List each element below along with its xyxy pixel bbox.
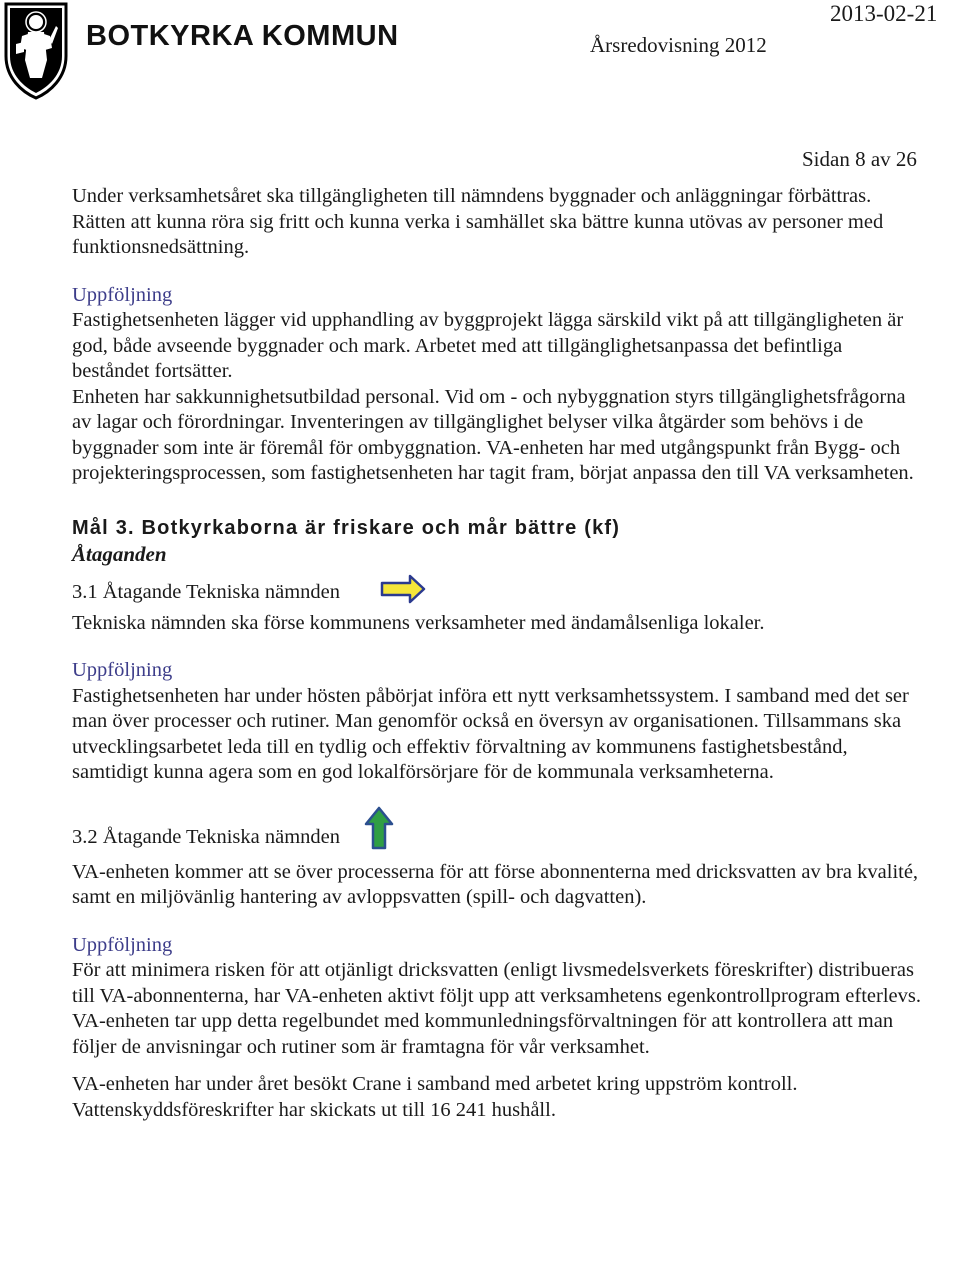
municipal-crest-icon — [0, 0, 72, 100]
page-number: Sidan 8 av 26 — [802, 147, 917, 171]
commitment-row — [72, 820, 922, 856]
followup-paragraph: Fastighetsenheten lägger vid upphandling av byggprojekt lägga särskild vikt på att tillgängligheten är god, både avseende byggnader och mark. Arbetet med att tillgänglighetsanpassa det befintliga beståndet fortsätter. — [72, 309, 904, 382]
followup-paragraph: För att minimera risken för att otjänligt dricksvatten (enligt livsmedelsverkets föreskrifter) distribueras till VA-abonnenterna, har VA-enheten aktivt följt upp att verksamhetens egenkontrollprogram efterlevs. VA-enheten tar upp detta regelbundet med kommunledningsförvaltningen för att kontrollera att man följer de anvisningar och rutiner som är framtagna för vår verksamhet. — [72, 959, 921, 1058]
commitment-text: Tekniska nämnden ska förse kommunens verksamheter med ändamålsenliga lokaler. — [72, 611, 765, 634]
commitment-text: VA-enheten kommer att se över processerna för att förse abonnenterna med dricksvatten av bra kvalité, samt en miljövänlig hantering av avloppsvatten (spill- och dagvatten). — [72, 860, 919, 908]
followup-label: Uppföljning — [72, 659, 173, 681]
commitment-row — [72, 575, 922, 611]
document-date: 2013-02-21 — [830, 1, 938, 26]
organization-name: BOTKYRKA KOMMUN — [86, 20, 399, 52]
followup-paragraph: Enheten har sakkunnighetsutbildad personal. Vid om - och nybyggnation styrs tillgänglighetsfrågorna av lagar och förordningar. Inventeringen av tillgänglighet belyser vilka åtgärder som behövs i de byggnader som inte är föremål för ombyggnation. VA-enheten har med utgångspunkt från Bygg- och projekteringsprocessen, som fastighetsenheten har tagit fram, börjat anpassa den till VA verksamheten. — [72, 385, 914, 484]
followup-label: Uppföljning — [72, 933, 173, 956]
report-title: Årsredovisning 2012 — [590, 33, 767, 57]
arrow-right-icon — [380, 574, 426, 604]
goal-title: Mål 3. Botkyrkaborna är friskare och mår bättre (kf) — [72, 516, 621, 539]
commitments-heading: Åtaganden — [72, 541, 167, 566]
arrow-up-icon — [364, 806, 394, 850]
commitment-title: 3.1 Åtagande Tekniska nämnden — [72, 580, 341, 603]
followup-paragraph: VA-enheten har under året besökt Crane i samband med arbetet kring uppström kontroll. Vattenskyddsföreskrifter har skickats ut till 16 241 hushåll. — [72, 1073, 798, 1121]
followup-label: Uppföljning — [72, 283, 173, 306]
followup-paragraph: Fastighetsenheten har under hösten påbörjat införa ett nytt verksamhetssystem. I samband med det ser man över processer och rutiner. Man genomför också en översyn av organisationen. Tillsammans ska utvecklingsarbetet leda till en tydlig och effektiv förvaltning av kommunens fastighetsbestånd, samtidigt kunna agera som en god lokalförsörjare för de kommunala verksamheterna. — [72, 684, 909, 783]
commitment-title: 3.2 Åtagande Tekniska nämnden — [72, 825, 341, 848]
intro-paragraph: Under verksamhetsåret ska tillgängligheten till nämndens byggnader och anläggningar förbättras. Rätten att kunna röra sig fritt och kunna verka i samhället ska bättre kunna utövas av personer med funktionsnedsättning. — [72, 185, 884, 258]
document-body — [72, 184, 922, 1123]
